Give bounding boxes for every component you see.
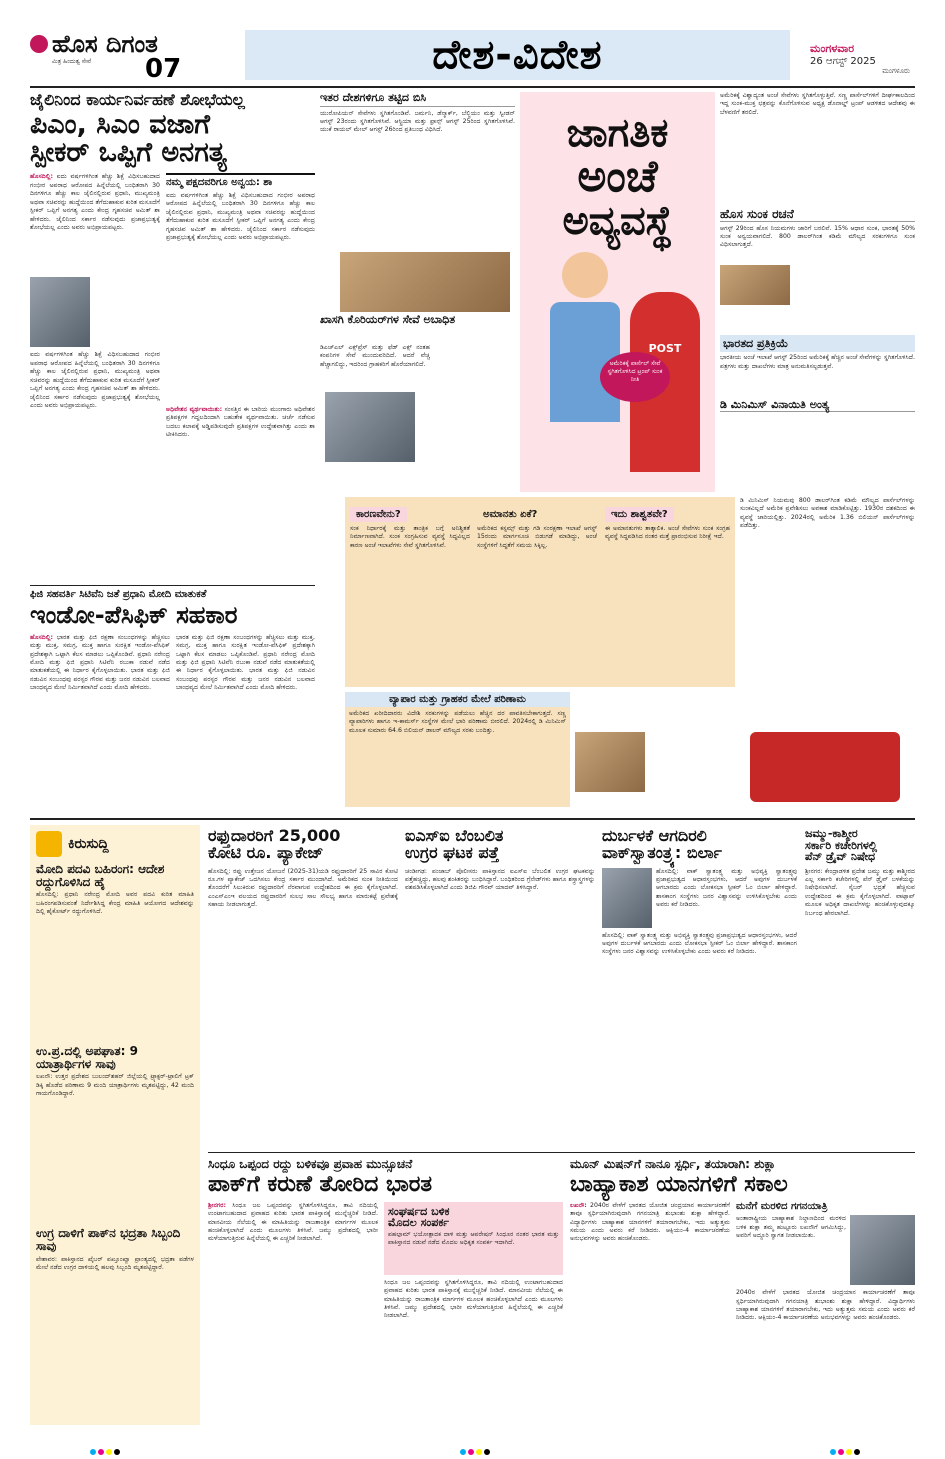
print-registration-dots-left xyxy=(90,1440,122,1459)
story-speech-headline-2: ವಾಕ್‌ಸ್ವಾತಂತ್ರ್ಯ: ಬಿರ್ಲಾ xyxy=(602,842,722,862)
brief-2-body: ಲಖನೌ: ಉತ್ತರ ಪ್ರದೇಶದ ಬುಲಂದ್‌ಶಹರ್ ಜಿಲ್ಲೆಯಲ್ಲಿ ಟ್ರ್ಯಾಕ್ಟರ್-ಟ್ರಾಲಿಗೆ ಟ್ರಕ್ ಡಿಕ್ಕಿ ಹೊಡೆದ ಪರಿಣಾಮ 9 ಮಂದಿ ಯಾತ್ರಾರ್ಥಿಗಳು ಮೃತಪಟ್ಟಿದ್ದು, 42 ಮಂದಿ ಗಾಯಗೊಂಡಿದ್ದಾರೆ. xyxy=(36,1073,194,1098)
story-isi-body: ಚಂಡೀಗಢ: ಪಂಜಾಬ್ ಪೊಲೀಸರು ಪಾಕಿಸ್ತಾನದ ಐಎಸ್ಐ ಬೆಂಬಲಿತ ಉಗ್ರರ ಘಟಕವನ್ನು ಪತ್ತೆಹಚ್ಚಿದ್ದು, ಹಲವು ಶಂಕಿತರನ್ನು ಬಂಧಿಸಿದ್ದಾರೆ. ಬಂಧಿತರಿಂದ ಗ್ರೆನೇಡ್‌ಗಳು ಹಾಗೂ ಶಸ್ತ್ರಾಸ್ತ್ರಗಳನ್ನು ವಶಪಡಿಸಿಕೊಳ್ಳಲಾಗಿದೆ ಎಂದು ಡಿಜಿಪಿ ಗೌರವ್ ಯಾದವ್ ತಿಳಿಸಿದ್ದಾರೆ. xyxy=(405,867,595,892)
brief-3-body: ಪೇಶಾವರ: ಪಾಕಿಸ್ತಾನದ ಖೈಬರ್ ಪಖ್ತೂಂಖ್ವಾ ಪ್ರಾಂತ್ಯದಲ್ಲಿ ಭದ್ರತಾ ಪಡೆಗಳ ಮೇಲೆ ನಡೆದ ಉಗ್ರರ ದಾಳಿಯಲ್ಲಿ ಹಲವು ಸಿಬ್ಬಂದಿ ಮೃತಪಟ್ಟಿದ್ದಾರೆ. xyxy=(36,1255,194,1271)
logo-emblem-icon xyxy=(30,35,48,53)
story-jk-headline-2: ಸರ್ಕಾರಿ ಕಚೇರಿಗಳಲ್ಲಿ xyxy=(805,838,878,852)
feature-why-body: ಸಂಕ ನಿರ್ಧಾರಕ್ಕೆ ಮತ್ತು ತಾಂತ್ರಿಕ ಬಗ್ಗೆ ಅನಿಶ್ಚಿತತೆ ನಿರ್ಮಾಣವಾಗಿದೆ. ಸುಂಕ ಸಂಗ್ರಹಿಸುವ ವ್ಯವಸ್ಥೆ ಸಿದ್ಧವಿಲ್ಲದ ಕಾರಣ ಅಂಚೆ ಇಲಾಖೆಗಳು ಸೇವೆ ಸ್ಥಗಿತಗೊಳಿಸಿವೆ. xyxy=(350,525,470,549)
story-free-speech xyxy=(602,828,797,1148)
tariff-parcels-photo xyxy=(720,265,790,305)
story-pm-cm-body-cont: ಐದು ವರ್ಷಗಳಿಗಿಂತ ಹೆಚ್ಚು ಶಿಕ್ಷೆ ವಿಧಿಸಬಹುದಾದ ಗಂಭೀರ ಅಪರಾಧ ಆರೋಪದ ಹಿನ್ನೆಲೆಯಲ್ಲಿ ಬಂಧಿತರಾಗಿ 30 ದಿನಗಳಿಗೂ ಹೆಚ್ಚು ಕಾಲ ಜೈಲಿನಲ್ಲಿರುವ ಪ್ರಧಾನಿ, ಮುಖ್ಯಮಂತ್ರಿ ಅಥವಾ ಸಚಿವರನ್ನು ಹುದ್ದೆಯಿಂದ ತೆಗೆದುಹಾಕುವ ಕುರಿತ ಮಸೂದೆಗೆ ಸ್ಪೀಕರ್ ಒಪ್ಪಿಗೆ ಅನಗತ್ಯ ಎಂದು ಕೇಂದ್ರ ಗೃಹಸಚಿವ ಅಮಿತ್ ಶಾ ಹೇಳಿದರು. ಜೈಲಿನಿಂದ ಸರ್ಕಾರ ನಡೆಸುವುದು ಪ್ರಜಾಪ್ರಭುತ್ವಕ್ಕೆ ಶೋಭೆಯಲ್ಲ ಎಂದು ಅವರು ಅಭಿಪ್ರಾಯಪಟ್ಟರು. xyxy=(30,351,160,409)
feature-impact-body: ಅಮೆರಿಕದ ಖರೀದಿದಾರರು ವಿದೇಶಿ ಸರಕುಗಳನ್ನು ಪಡೆಯಲು ಹೆಚ್ಚಿನ ದರ ಪಾವತಿಸಬೇಕಾಗುತ್ತದೆ. ಸಣ್ಣ ವ್ಯಾಪಾರಿಗಳು ಹಾಗೂ ಇ-ಕಾಮರ್ಸ್ ಸಂಸ್ಥೆಗಳ ಮೇಲೆ ಭಾರಿ ಪರಿಣಾಮ ಬೀರಲಿದೆ. 2024ರಲ್ಲಿ ಡಿ ಮಿನಿಮಿಸ್ ಮೂಲಕ ಸುಮಾರು 64.6 ಬಿಲಿಯನ್ ಡಾಲರ್ ಮೌಲ್ಯದ ಸರಕು ಬಂದಿತ್ತು. xyxy=(349,710,566,734)
story-indo-pacific-body-cont: ಭಾರತ ಮತ್ತು ಫಿಜಿ ರಕ್ಷಣಾ ಸಂಬಂಧಗಳನ್ನು ಹೆಚ್ಚಿಸಲು ಮತ್ತು ಮುಕ್ತ, ಸಮಗ್ರ, ಮುಕ್ತ ಹಾಗೂ ಸುರಕ್ಷಿತ ಇಂಡೋ-ಪೆಸಿಫಿಕ್ ಪ್ರದೇಶಕ್ಕಾಗಿ ಒಟ್ಟಾಗಿ ಕೆಲಸ ಮಾಡಲು ಒಪ್ಪಿಕೊಂಡಿವೆ. ಪ್ರಧಾನಿ ನರೇಂದ್ರ ಮೋದಿ ಮತ್ತು ಫಿಜಿ ಪ್ರಧಾನಿ ಸಿಟಿವೆನಿ ರಬುಕಾ ನಡುವೆ ನಡೆದ ಮಾತುಕತೆಯಲ್ಲಿ ಈ ನಿರ್ಧಾರ ಕೈಗೊಳ್ಳಲಾಯಿತು. ಭಾರತ ಮತ್ತು ಫಿಜಿ ನಡುವಿನ ಸಂಬಂಧವು ಪರಸ್ಪರ ಗೌರವ ಮತ್ತು ಜನರ ನಡುವಿನ ಬಲವಾದ ಬಾಂಧವ್ಯದ ಮೇಲೆ ನಿರ್ಮಿತವಾಗಿದೆ ಎಂದು ಮೋದಿ ಹೇಳಿದರು. xyxy=(176,633,315,692)
parcel-boxes-photo xyxy=(340,252,510,312)
story-pak-box-body: ಪಹಲ್ಗಾಮ್ ಭಯೋತ್ಪಾದಕ ದಾಳಿ ಮತ್ತು ಆಪರೇಷನ್ ಸಿಂಧೂರ ನಂತರ ಭಾರತ ಮತ್ತು ಪಾಕಿಸ್ತಾನದ ನಡುವೆ ನಡೆದ ಮೊದಲ ಅಧಿಕೃತ ಸಂಪರ್ಕ ಇದಾಗಿದೆ. xyxy=(388,1230,559,1247)
section-banner xyxy=(245,30,790,80)
feature-right-intro: ಅಮೆರಿಕಕ್ಕೆ ವಿಶ್ವಾದ್ಯಂತ ಅಂಚೆ ಸೇವೆಗಳು ಸ್ಥಗಿತಗೊಳ್ಳುತ್ತಿವೆ. ಸಣ್ಣ ಪಾರ್ಸೆಲ್‌ಗಳಿಗೆ ದೀರ್ಘಕಾಲದಿಂದ ಇದ್ದ ಸುಂಕ-ಮುಕ್ತ ಛತ್ರವನ್ನು ಕೊನೆಗೊಳಿಸುವ ಅಧ್ಯಕ್ಷ ಡೊನಾಲ್ಡ್ ಟ್ರಂಪ್ ಆಡಳಿತದ ಆದೇಶವು ಈ ಬೆಳವಣಿಗೆ ತರಲಿದೆ. xyxy=(720,92,915,116)
divider-bottom-band xyxy=(30,818,915,820)
story-isi-headline-1: ಐಎಸ್ಐ ಬೆಂಬಲಿತ xyxy=(405,826,504,845)
story-pm-cm-body: ಹೊಸದಿಲ್ಲಿ: ಐದು ವರ್ಷಗಳಿಗಿಂತ ಹೆಚ್ಚು ಶಿಕ್ಷೆ ವಿಧಿಸಬಹುದಾದ ಗಂಭೀರ ಅಪರಾಧ ಆರೋಪದ ಹಿನ್ನೆಲೆಯಲ್ಲಿ ಬಂಧಿತರಾಗಿ 30 ದಿನಗಳಿಗೂ ಹೆಚ್ಚು ಕಾಲ ಜೈಲಿನಲ್ಲಿರುವ ಪ್ರಧಾನಿ, ಮುಖ್ಯಮಂತ್ರಿ ಅಥವಾ ಸಚಿವರನ್ನು ಹುದ್ದೆಯಿಂದ ತೆಗೆದುಹಾಕುವ ಕುರಿತ ಮಸೂದೆಗೆ ಸ್ಪೀಕರ್ ಒಪ್ಪಿಗೆ ಅನಗತ್ಯ ಎಂದು ಕೇಂದ್ರ ಗೃಹಸಚಿವ ಅಮಿತ್ ಶಾ ಹೇಳಿದರು. ಜೈಲಿನಿಂದ ಸರ್ಕಾರ ನಡೆಸುವುದು ಪ್ರಜಾಪ್ರಭುತ್ವಕ್ಕೆ ಶೋಭೆಯಲ್ಲ ಎಂದು ಅವರು ಅಭಿಪ್ರಾಯಪಟ್ಟರು. xyxy=(30,173,160,231)
date-day: ಮಂಗಳವಾರ xyxy=(810,42,855,55)
feature-hero xyxy=(520,92,715,492)
briefs-icon xyxy=(36,831,62,857)
logo xyxy=(30,30,240,86)
print-registration-dots-right xyxy=(830,1440,862,1459)
masthead-rule xyxy=(30,86,915,88)
story-space-box-body: ಅಂತಾರಾಷ್ಟ್ರೀಯ ಬಾಹ್ಯಾಕಾಶ ನಿಲ್ದಾಣದಿಂದ ಮರಳಿದ ಬಳಿಕ ಶುಕ್ಲಾ ತಮ್ಮ ಹುಟ್ಟೂರು ಲಖನೌಗೆ ಆಗಮಿಸಿದ್ದು, ಅವರಿಗೆ ಅದ್ದೂರಿ ಸ್ವಾಗತ ನೀಡಲಾಯಿತು. xyxy=(736,1215,846,1239)
logo-subtitle: ಮಿತ್ರ ಹಿಂದುತ್ವ ಸೇವೆ xyxy=(52,58,92,65)
briefs-label: ಕಿರುಸುದ್ದಿ xyxy=(68,835,109,852)
brief-1-title: ಮೋದಿ ಪದವಿ ಬಹಿರಂಗ: ಆದೇಶ ರದ್ದುಗೊಳಿಸಿದ ಹೈ xyxy=(36,862,165,889)
story-jk-headline-1: ಜಮ್ಮು-ಕಾಶ್ಮೀರ xyxy=(805,827,858,840)
story-export-package xyxy=(208,828,398,1148)
feature-headline-2: ಅಂಚೆ xyxy=(577,151,658,202)
story-indo-pacific-body: ಹೊಸದಿಲ್ಲಿ: ಭಾರತ ಮತ್ತು ಫಿಜಿ ರಕ್ಷಣಾ ಸಂಬಂಧಗಳನ್ನು ಹೆಚ್ಚಿಸಲು ಮತ್ತು ಮುಕ್ತ, ಸಮಗ್ರ, ಮುಕ್ತ ಹಾಗೂ ಸುರಕ್ಷಿತ ಇಂಡೋ-ಪೆಸಿಫಿಕ್ ಪ್ರದೇಶಕ್ಕಾಗಿ ಒಟ್ಟಾಗಿ ಕೆಲಸ ಮಾಡಲು ಒಪ್ಪಿಕೊಂಡಿವೆ. ಪ್ರಧಾನಿ ನರೇಂದ್ರ ಮೋದಿ ಮತ್ತು ಫಿಜಿ ಪ್ರಧಾನಿ ಸಿಟಿವೆನಿ ರಬುಕಾ ನಡುವೆ ನಡೆದ ಮಾತುಕತೆಯಲ್ಲಿ ಈ ನಿರ್ಧಾರ ಕೈಗೊಳ್ಳಲಾಯಿತು. ಭಾರತ ಮತ್ತು ಫಿಜಿ ನಡುವಿನ ಸಂಬಂಧವು ಪರಸ್ಪರ ಗೌರವ ಮತ್ತು ಜನರ ನಡುವಿನ ಬಲವಾದ ಬಾಂಧವ್ಯದ ಮೇಲೆ ನಿರ್ಮಿತವಾಗಿದೆ ಎಂದು ಮೋದಿ ಹೇಳಿದರು. xyxy=(30,633,170,692)
story-indo-pacific xyxy=(30,590,315,812)
story-pm-cm-kicker: ಜೈಲಿನಿಂದ ಕಾರ್ಯನಿರ್ವಹಣೆ ಶೋಭೆಯಲ್ಲ xyxy=(30,90,245,109)
story-space xyxy=(570,1158,915,1428)
story-indo-pacific-headline: ಇಂಡೋ-ಪೆಸಿಫಿಕ್ ಸಹಕಾರ xyxy=(30,600,238,629)
brief-2-title: ಉ.ಪ್ರ.ದಲ್ಲಿ ಅಪಘಾತ: 9 ಯಾತ್ರಾರ್ಥಿಗಳ ಸಾವು xyxy=(36,1044,138,1071)
feature-new-tariff-title: ಹೊಸ ಸುಂಕ ರಚನೆ xyxy=(720,208,915,222)
story-jk-pendrive xyxy=(805,828,915,1148)
story-pak-body: ಶ್ರೀನಗರ: ಸಿಂಧೂ ಜಲ ಒಪ್ಪಂದವನ್ನು ಸ್ಥಗಿತಗೊಳಿಸಿದ್ದರೂ, ತಾವಿ ನದಿಯಲ್ಲಿ ಉಂಟಾಗಬಹುದಾದ ಪ್ರವಾಹದ ಕುರಿತು ಭಾರತ ಪಾಕಿಸ್ತಾನಕ್ಕೆ ಮುನ್ನೆಚ್ಚರಿಕೆ ನೀಡಿದೆ. ಮಾನವೀಯ ನೆಲೆಯಲ್ಲಿ ಈ ಮಾಹಿತಿಯನ್ನು ರಾಜತಾಂತ್ರಿಕ ಮಾರ್ಗಗಳ ಮೂಲಕ ಹಂಚಿಕೊಳ್ಳಲಾಗಿದೆ ಎಂದು ಮೂಲಗಳು ತಿಳಿಸಿವೆ. ಜಮ್ಮು ಪ್ರದೇಶದಲ್ಲಿ ಭಾರೀ ಮಳೆಯಾಗುತ್ತಿರುವ ಹಿನ್ನೆಲೆಯಲ್ಲಿ ಈ ಎಚ್ಚರಿಕೆ ನೀಡಲಾಗಿದೆ. xyxy=(208,1201,378,1243)
story-space-kicker: ಮೂನ್ ಮಿಷನ್‌ಗೆ ನಾನೂ ಸ್ಪರ್ಧಿ, ತಯಾರಾಗಿ: ಶುಕ್ಲಾ xyxy=(570,1157,776,1171)
story-speech-body-cont: ಹೊಸದಿಲ್ಲಿ: ವಾಕ್ ಸ್ವಾತಂತ್ರ್ಯ ಮತ್ತು ಅಭಿವ್ಯಕ್ತಿ ಸ್ವಾತಂತ್ರ್ಯವು ಪ್ರಜಾಪ್ರಭುತ್ವದ ಆಧಾರಸ್ತಂಭಗಳು, ಆದರೆ ಅವುಗಳ ದುರ್ಬಳಕೆ ಆಗಬಾರದು ಎಂದು ಲೋಕಸಭಾ ಸ್ಪೀಕರ್ ಓಂ ಬಿರ್ಲಾ ಹೇಳಿದ್ದಾರೆ. ಶಾಸಕಾಂಗ ಸಂಸ್ಥೆಗಳು ಜನರ ವಿಶ್ವಾಸವನ್ನು ಉಳಿಸಿಕೊಳ್ಳಬೇಕು ಎಂದು ಅವರು ಕರೆ ನೀಡಿದರು. xyxy=(602,931,797,956)
feature-side-body: ಯುರೋಪಿಯನ್ ಸೇವೆಗಳು ಸ್ಥಗಿತಗೊಂಡಿವೆ. ಜರ್ಮನಿ, ಡೆನ್ಮಾರ್ಕ್, ಬೆಲ್ಜಿಯಂ ಮತ್ತು ಸ್ವೀಡನ್ ಆಗಸ್ಟ್ 23ರಂದು ಸ್ಥಗಿತಗೊಳಿಸಿವೆ. ಆಸ್ಟ್ರಿಯಾ ಮತ್ತು ಫ್ರಾನ್ಸ್ ಆಗಸ್ಟ್ 25ರಿಂದ ಸ್ಥಗಿತಗೊಳಿಸಿವೆ. ಯುಕೆ ರಾಯಲ್ ಮೇಲ್ ಆಗಸ್ಟ್ 26ರಿಂದ ಪ್ರತಿಬಂಧ ವಿಧಿಸಿದೆ. xyxy=(320,109,515,134)
feature-safety-title: ಅಮಾನತು ಏಕೆ? xyxy=(483,509,538,520)
logo-title: ಹೊಸ ದಿಗಂತ xyxy=(52,30,158,58)
feature-india-title: ಭಾರತದ ಪ್ರತಿಕ್ರಿಯೆ xyxy=(723,336,789,350)
briefs-column xyxy=(30,825,200,1425)
date-value: 26 ಆಗಸ್ಟ್ 2025 xyxy=(810,56,876,67)
feature-safety-body: ಅಮೆರಿಕದ ಕಸ್ಟಮ್ಸ್ ಮತ್ತು ಗಡಿ ಸಂರಕ್ಷಣಾ ಇಲಾಖೆ ಆಗಸ್ಟ್ 15ರಂದು ಮಾರ್ಗಸೂಚಿ ಬಿಡುಗಡೆ ಮಾಡಿದ್ದು, ಅಂಚೆ ಸಂಸ್ಥೆಗಳಿಗೆ ಸಿದ್ಧತೆಗೆ ಸಮಯ ಸಿಕ್ಕಿಲ್ಲ. xyxy=(477,525,597,549)
postbox-label: POST xyxy=(648,342,682,355)
story-speech-body: ಹೊಸದಿಲ್ಲಿ: ವಾಕ್ ಸ್ವಾತಂತ್ರ್ಯ ಮತ್ತು ಅಭಿವ್ಯಕ್ತಿ ಸ್ವಾತಂತ್ರ್ಯವು ಪ್ರಜಾಪ್ರಭುತ್ವದ ಆಧಾರಸ್ತಂಭಗಳು, ಆದರೆ ಅವುಗಳ ದುರ್ಬಳಕೆ ಆಗಬಾರದು ಎಂದು ಲೋಕಸಭಾ ಸ್ಪೀಕರ್ ಓಂ ಬಿರ್ಲಾ ಹೇಳಿದ್ದಾರೆ. ಶಾಸಕಾಂಗ ಸಂಸ್ಥೆಗಳು ಜನರ ವಿಶ್ವಾಸವನ್ನು ಉಳಿಸಿಕೊಳ್ಳಬೇಕು ಎಂದು ಅವರು ಕರೆ ನೀಡಿದರು. xyxy=(656,867,797,909)
story-export-headline-1: ರಫ್ತುದಾರರಿಗೆ 25,000 xyxy=(208,826,341,845)
feature-side-title: ಇತರ ದೇಶಗಳಿಗೂ ತಟ್ಟಿದ ಬಿಸಿ xyxy=(320,92,515,107)
feature-impact-title: ವ್ಯಾಪಾರ ಮತ್ತು ಗ್ರಾಹಕರ ಮೇಲೆ ಪರಿಣಾಮ xyxy=(345,692,570,707)
story-pak-flood xyxy=(208,1158,563,1428)
story-pm-cm-box-body: ಐದು ವರ್ಷಗಳಿಗಿಂತ ಹೆಚ್ಚು ಶಿಕ್ಷೆ ವಿಧಿಸಬಹುದಾದ ಗಂಭೀರ ಅಪರಾಧ ಆರೋಪದ ಹಿನ್ನೆಲೆಯಲ್ಲಿ ಬಂಧಿತರಾಗಿ 30 ದಿನಗಳಿಗೂ ಹೆಚ್ಚು ಕಾಲ ಜೈಲಿನಲ್ಲಿರುವ ಪ್ರಧಾನಿ, ಮುಖ್ಯಮಂತ್ರಿ ಅಥವಾ ಸಚಿವರನ್ನು ಹುದ್ದೆಯಿಂದ ತೆಗೆದುಹಾಕುವ ಕುರಿತ ಮಸೂದೆಗೆ ಸ್ಪೀಕರ್ ಒಪ್ಪಿಗೆ ಅನಗತ್ಯ ಎಂದು ಕೇಂದ್ರ ಗೃಹಸಚಿವ ಅಮಿತ್ ಶಾ ಹೇಳಿದರು. ಜೈಲಿನಿಂದ ಸರ್ಕಾರ ನಡೆಸುವುದು ಪ್ರಜಾಪ್ರಭುತ್ವಕ್ಕೆ ಶೋಭೆಯಲ್ಲ ಎಂದು ಅವರು ಅಭಿಪ್ರಾಯಪಟ್ಟರು. xyxy=(166,191,315,242)
story-pak-headline: ಪಾಕ್‌ಗೆ ಕರುಣೆ ತೋರಿದ ಭಾರತ xyxy=(208,1171,433,1197)
story-space-body: ಲಖನೌ: 2040ರ ವೇಳೆಗೆ ಭಾರತದ ಯೋಜಿತ ಚಂದ್ರಯಾನ ಕಾರ್ಯಾಚರಣೆಗೆ ತಾವೂ ಸ್ಪರ್ಧಿಯಾಗಿರುವುದಾಗಿ ಗಗನಯಾತ್ರಿ ಶುಭಾಂಶು ಶುಕ್ಲಾ ಹೇಳಿದ್ದಾರೆ. ವಿದ್ಯಾರ್ಥಿಗಳು ಬಾಹ್ಯಾಕಾಶ ಯಾನಗಳಿಗೆ ತಯಾರಾಗಬೇಕು, ಇದು ಅತ್ಯುತ್ತಮ ಸಮಯ ಎಂದು ಅವರು ಕರೆ ನೀಡಿದರು. ಆಕ್ಸಿಯಂ-4 ಕಾರ್ಯಾಚರಣೆಯ ಅನುಭವಗಳನ್ನು ಅವರು ಹಂಚಿಕೊಂಡರು. xyxy=(570,1201,730,1243)
amit-shah-photo xyxy=(30,277,90,347)
divider-story2 xyxy=(30,585,315,586)
postal-truck-icon xyxy=(750,732,900,802)
story-pm-cm-box-title: ನಮ್ಮ ಪಕ್ಷದವರಿಗೂ ಅನ್ವಯ: ಶಾ xyxy=(166,177,273,189)
feature-permanent-title: ಇದು ಶಾಶ್ವತವೇ? xyxy=(605,507,674,522)
shukla-photo xyxy=(850,1215,915,1285)
page-number: 07 xyxy=(145,54,182,84)
feature-deminimis-body: ಡಿ ಮಿನಿಮಿಸ್ ನಿಯಮವು 800 ಡಾಲರ್‌ಗಿಂತ ಕಡಿಮೆ ಮೌಲ್ಯದ ಪಾರ್ಸೆಲ್‌ಗಳನ್ನು ಸುಂಕವಿಲ್ಲದೆ ಅಮೆರಿಕ ಪ್ರವೇಶಿಸಲು ಅವಕಾಶ ಮಾಡಿಕೊಟ್ಟಿತ್ತು. 1930ರ ದಶಕದಿಂದ ಈ ವ್ಯವಸ್ಥೆ ಜಾರಿಯಲ್ಲಿತ್ತು. 2024ರಲ್ಲಿ ಅಮೆರಿಕ 1.36 ಬಿಲಿಯನ್ ಪಾರ್ಸೆಲ್‌ಗಳನ್ನು ಪಡೆದಿತ್ತು. xyxy=(740,497,915,530)
story-isi-module xyxy=(405,828,595,1148)
story-indo-pacific-kicker: ಫಿಜಿ ಸಹವರ್ತಿ ಸಿಟಿವೆನಿ ಜತೆ ಪ್ರಧಾನಿ ಮೋದಿ ಮಾತುಕತೆ xyxy=(30,589,207,600)
courier-van-photo xyxy=(325,392,415,462)
brief-1-body: ಹೊಸದಿಲ್ಲಿ: ಪ್ರಧಾನಿ ನರೇಂದ್ರ ಮೋದಿ ಅವರ ಪದವಿ ಕುರಿತ ಮಾಹಿತಿ ಬಹಿರಂಗಪಡಿಸುವಂತೆ ನಿರ್ದೇಶಿಸಿದ್ದ ಕೇಂದ್ರ ಮಾಹಿತಿ ಆಯೋಗದ ಆದೇಶವನ್ನು ದಿಲ್ಲಿ ಹೈಕೋರ್ಟ್ ರದ್ದುಗೊಳಿಸಿದೆ. xyxy=(36,891,194,915)
story-export-headline-2: ಕೋಟಿ ರೂ. ಪ್ಯಾಕೇಜ್ xyxy=(208,842,324,862)
feature-side-story xyxy=(320,92,515,242)
story-isi-headline-2: ಉಗ್ರರ ಘಟಕ ಪತ್ತೆ xyxy=(405,842,500,862)
story-space-headline: ಬಾಹ್ಯಾಕಾಶ ಯಾನಗಳಿಗೆ ಸಕಾಲ xyxy=(570,1171,788,1197)
feature-courier-title: ಖಾಸಗಿ ಕೊರಿಯರ್‌ಗಳ ಸೇವೆ ಅಬಾಧಿತ xyxy=(320,313,456,326)
story-jk-body: ಶ್ರೀನಗರ: ಕೇಂದ್ರಾಡಳಿತ ಪ್ರದೇಶ ಜಮ್ಮು ಮತ್ತು ಕಾಶ್ಮೀರದ ಎಲ್ಲ ಸರ್ಕಾರಿ ಕಚೇರಿಗಳಲ್ಲಿ ಪೆನ್ ಡ್ರೈವ್ ಬಳಕೆಯನ್ನು ನಿಷೇಧಿಸಲಾಗಿದೆ. ಸೈಬರ್ ಭದ್ರತೆ ಹೆಚ್ಚಿಸುವ ಉದ್ದೇಶದಿಂದ ಈ ಕ್ರಮ ಕೈಗೊಳ್ಳಲಾಗಿದೆ. ವಾಟ್ಸಾಪ್ ಮೂಲಕ ಅಧಿಕೃತ ದಾಖಲೆಗಳನ್ನು ಹಂಚಿಕೊಳ್ಳುವುದಕ್ಕೂ ನಿರ್ಬಂಧ ಹೇರಲಾಗಿದೆ. xyxy=(805,867,915,917)
story-export-body: ಹೊಸದಿಲ್ಲಿ: ರಫ್ತು ಉತ್ತೇಜನ ಯೋಜನೆ (2025-31)ಯಡಿ ರಫ್ತುದಾರರಿಗೆ 25 ಸಾವಿರ ಕೋಟಿ ರೂ.ಗಳ ಪ್ಯಾಕೇಜ್ ಒದಗಿಸಲು ಕೇಂದ್ರ ಸರ್ಕಾರ ಮುಂದಾಗಿದೆ. ಅಮೆರಿಕದ ಸುಂಕ ನೀತಿಯಿಂದ ತೊಂದರೆಗೆ ಸಿಲುಕಿರುವ ರಫ್ತುದಾರರಿಗೆ ನೆರವಾಗುವ ಉದ್ದೇಶದಿಂದ ಈ ಕ್ರಮ ಕೈಗೊಳ್ಳಲಾಗಿದೆ. ಎಂಎಸ್ಎಂಇ ವಲಯದ ರಫ್ತುದಾರರಿಗೆ ಸುಲಭ ಸಾಲ ಸೌಲಭ್ಯ ಹಾಗೂ ಮಾರುಕಟ್ಟೆ ಪ್ರವೇಶಕ್ಕೆ ಸಹಾಯ ನೀಡಲಾಗುತ್ತದೆ. xyxy=(208,867,398,909)
story-pm-cm-headline-2: ಸ್ಪೀಕರ್ ಒಪ್ಪಿಗೆ ಅನಗತ್ಯ xyxy=(30,137,227,169)
story-pm-cm xyxy=(30,92,315,580)
story-speech-headline-1: ದುರ್ಬಳಕೆ ಆಗದಿರಲಿ xyxy=(602,826,707,845)
date-city: ಮಂಗಳೂರು xyxy=(882,67,910,75)
story-jk-headline-3: ಪೆನ್ ಡ್ರೈವ್ ನಿಷೇಧ xyxy=(805,850,876,864)
feature-permanent-body: ಈ ಅಮಾನತುಗಳು ತಾತ್ಕಾಲಿಕ. ಅಂಚೆ ಸೇವೆಗಳು ಸುಂಕ ಸಂಗ್ರಹ ವ್ಯವಸ್ಥೆ ಸಿದ್ಧಪಡಿಸಿದ ನಂತರ ಮತ್ತೆ ಪ್ರಾರಂಭಿಸುವ ನಿರೀಕ್ಷೆ ಇದೆ. xyxy=(605,525,730,541)
story-pm-cm-headline-1: ಪಿಎಂ, ಸಿಎಂ ವಜಾಗೆ xyxy=(30,108,210,140)
feature-deminimis-title: ಡಿ ಮಿನಿಮಿಸ್ ವಿನಾಯಿತಿ ಅಂತ್ಯ xyxy=(720,399,915,412)
om-birla-photo xyxy=(602,868,652,928)
feature-impact xyxy=(345,692,570,807)
dateline-box xyxy=(810,42,920,76)
feature-why-title: ಕಾರಣವೇನು? xyxy=(350,507,407,522)
feature-new-tariff-body: ಆಗಸ್ಟ್ 29ರಿಂದ ಹೊಸ ನಿಯಮಗಳು ಜಾರಿಗೆ ಬರಲಿವೆ. 15% ಆಧಾರ ಸುಂಕ, ಭಾರತಕ್ಕೆ 50% ಸುಂಕ ಅನ್ವಯವಾಗಲಿದೆ. 800 ಡಾಲರ್‌ಗಿಂತ ಕಡಿಮೆ ಮೌಲ್ಯದ ಸರಕುಗಳಿಗೂ ಸುಂಕ ವಿಧಿಸಲಾಗುತ್ತದೆ. xyxy=(720,224,915,249)
story-pak-kicker: ಸಿಂಧೂ ಒಪ್ಪಂದ ರದ್ದು ಬಳಿಕವೂ ಪ್ರವಾಹ ಮುನ್ಸೂಚನೆ xyxy=(208,1157,413,1171)
feature-postal xyxy=(320,92,915,812)
divider-lower xyxy=(208,1152,915,1153)
print-registration-dots-center xyxy=(460,1440,492,1459)
story-pak-box-title-1: ಸಂಘರ್ಷದ ಬಳಿಕ xyxy=(388,1204,450,1218)
postman-head-icon xyxy=(562,252,608,298)
feature-headline-3: ಅವ್ಯವಸ್ಥೆ xyxy=(562,198,673,245)
story-space-box-title: ಮನೆಗೆ ಮರಳಿದ ಗಗನಯಾತ್ರಿ xyxy=(736,1200,828,1212)
story-pak-box-title-2: ಮೊದಲ ಸಂಪರ್ಕ xyxy=(388,1216,449,1230)
feature-india-body: ಭಾರತೀಯ ಅಂಚೆ ಇಲಾಖೆ ಆಗಸ್ಟ್ 25ರಿಂದ ಅಮೆರಿಕಕ್ಕೆ ಹೆಚ್ಚಿನ ಅಂಚೆ ಸೇವೆಗಳನ್ನು ಸ್ಥಗಿತಗೊಳಿಸಿದೆ. ಪತ್ರಗಳು ಮತ್ತು ದಾಖಲೆಗಳು ಮಾತ್ರ ಅನುಮತಿಸಲ್ಪಡುತ್ತವೆ. xyxy=(720,354,915,370)
feature-courier-body: ಡಿಎಚ್‌ಎಲ್ ಎಕ್ಸ್‌ಪ್ರೆಸ್ ಮತ್ತು ಫೆಡ್ ಎಕ್ಸ್ ನಂತಹ ಕಂಪನಿಗಳ ಸೇವೆ ಮುಂದುವರಿದಿದೆ. ಆದರೆ ವೆಚ್ಚ ಹೆಚ್ಚಾಗಲಿದ್ದು, ಇದರಿಂದ ಗ್ರಾಹಕರಿಗೆ ಹೊರೆಯಾಗಲಿದೆ. xyxy=(320,344,430,368)
brief-3-title: ಉಗ್ರ ದಾಳಿಗೆ ಪಾಕ್‌ನ ಭದ್ರತಾ ಸಿಬ್ಬಂದಿ ಸಾವು xyxy=(36,1226,181,1253)
postman-illustration xyxy=(545,252,625,452)
section-title: ದೇಶ-ವಿದೇಶ xyxy=(432,32,603,78)
feature-qa-boxes xyxy=(345,497,735,687)
feature-bubble: ಅಮೆರಿಕಕ್ಕೆ ಪಾರ್ಸೆಲ್ ಸೇವೆ ಸ್ಥಗಿತಗೊಳಿಸಿದ ಟ್ರಂಪ್ ಸುಂಕ ನೀತಿ xyxy=(600,352,670,402)
feature-headline-1: ಜಾಗತಿಕ xyxy=(566,110,669,156)
story-pak-body-cont: ಸಿಂಧೂ ಜಲ ಒಪ್ಪಂದವನ್ನು ಸ್ಥಗಿತಗೊಳಿಸಿದ್ದರೂ, ತಾವಿ ನದಿಯಲ್ಲಿ ಉಂಟಾಗಬಹುದಾದ ಪ್ರವಾಹದ ಕುರಿತು ಭಾರತ ಪಾಕಿಸ್ತಾನಕ್ಕೆ ಮುನ್ನೆಚ್ಚರಿಕೆ ನೀಡಿದೆ. ಮಾನವೀಯ ನೆಲೆಯಲ್ಲಿ ಈ ಮಾಹಿತಿಯನ್ನು ರಾಜತಾಂತ್ರಿಕ ಮಾರ್ಗಗಳ ಮೂಲಕ ಹಂಚಿಕೊಳ್ಳಲಾಗಿದೆ ಎಂದು ಮೂಲಗಳು ತಿಳಿಸಿವೆ. ಜಮ್ಮು ಪ್ರದೇಶದಲ್ಲಿ ಭಾರೀ ಮಳೆಯಾಗುತ್ತಿರುವ ಹಿನ್ನೆಲೆಯಲ್ಲಿ ಈ ಎಚ್ಚರಿಕೆ ನೀಡಲಾಗಿದೆ. xyxy=(384,1278,563,1320)
story-pm-cm-body-2: ಅಧಿವೇಶನ ವ್ಯರ್ಥವಾಯಿತು: ಸಂಸತ್ತಿನ ಈ ಬಾರಿಯ ಮುಂಗಾರು ಅಧಿವೇಶನ ಪ್ರತಿಪಕ್ಷಗಳ ಗದ್ದಲದಿಂದಾಗಿ ಬಹುತೇಕ ವ್ಯರ್ಥವಾಯಿತು. ಚರ್ಚೆ ನಡೆಸುವ ಬದಲು ಕಲಾಪಕ್ಕೆ ಅಡ್ಡಿಪಡಿಸುವುದೇ ಪ್ರತಿಪಕ್ಷಗಳ ಉದ್ದೇಶವಾಗಿತ್ತು ಎಂದು ಶಾ ಟೀಕಿಸಿದರು. xyxy=(166,405,315,439)
woman-laptop-photo xyxy=(575,732,645,792)
masthead xyxy=(0,0,945,86)
feature-right-col xyxy=(720,92,915,492)
story-space-body-cont: 2040ರ ವೇಳೆಗೆ ಭಾರತದ ಯೋಜಿತ ಚಂದ್ರಯಾನ ಕಾರ್ಯಾಚರಣೆಗೆ ತಾವೂ ಸ್ಪರ್ಧಿಯಾಗಿರುವುದಾಗಿ ಗಗನಯಾತ್ರಿ ಶುಭಾಂಶು ಶುಕ್ಲಾ ಹೇಳಿದ್ದಾರೆ. ವಿದ್ಯಾರ್ಥಿಗಳು ಬಾಹ್ಯಾಕಾಶ ಯಾನಗಳಿಗೆ ತಯಾರಾಗಬೇಕು, ಇದು ಅತ್ಯುತ್ತಮ ಸಮಯ ಎಂದು ಅವರು ಕರೆ ನೀಡಿದರು. ಆಕ್ಸಿಯಂ-4 ಕಾರ್ಯಾಚರಣೆಯ ಅನುಭವಗಳನ್ನು ಅವರು ಹಂಚಿಕೊಂಡರು. xyxy=(736,1289,915,1322)
